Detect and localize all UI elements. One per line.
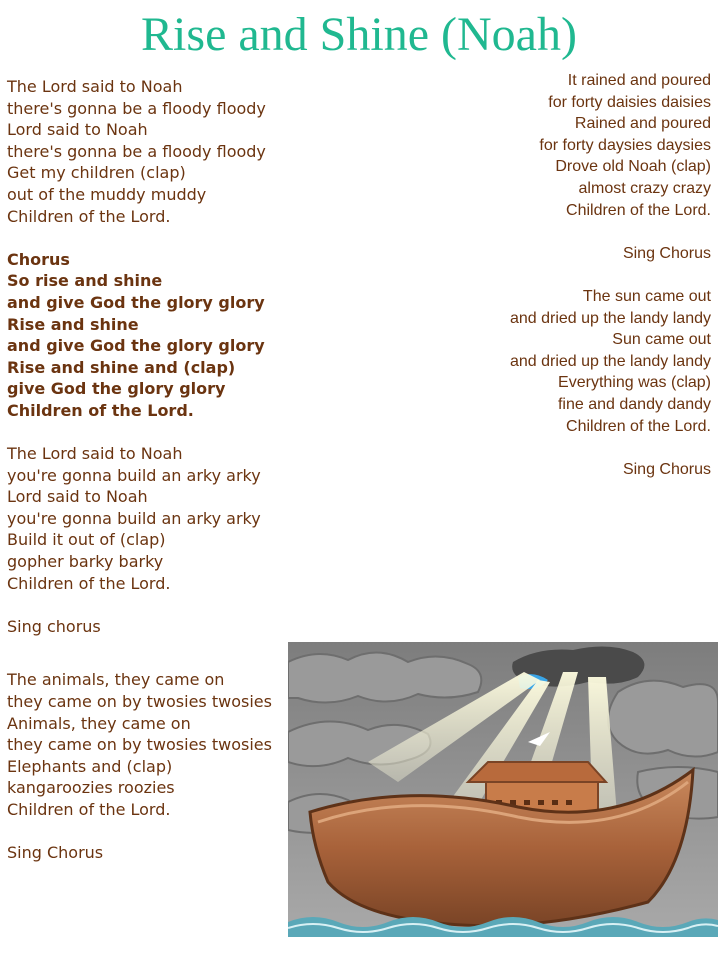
chorus-line: Rise and shine and (clap) bbox=[7, 357, 236, 377]
chorus-heading: Chorus bbox=[7, 249, 70, 269]
page-title: Rise and Shine (Noah) bbox=[141, 8, 577, 61]
chorus-line: Children of the Lord. bbox=[7, 400, 194, 420]
chorus-line: and give God the glory glory bbox=[7, 336, 265, 356]
sing-chorus-note bbox=[381, 243, 711, 265]
lyric-line: fine and dandy dandy bbox=[557, 395, 711, 413]
lyric-line: Everything was (clap) bbox=[558, 374, 711, 392]
verse-4 bbox=[381, 70, 711, 221]
lyric-line: and dried up the landy landy bbox=[509, 352, 711, 370]
sing-chorus-text: Sing Chorus bbox=[7, 843, 104, 863]
lyric-line: Sun came out bbox=[612, 331, 711, 349]
ark-clipart bbox=[288, 642, 718, 937]
lyric-line: almost crazy crazy bbox=[578, 179, 711, 197]
verse-2 bbox=[7, 443, 307, 594]
lyric-line: Children of the Lord. bbox=[566, 201, 711, 219]
lyric-line: Children of the Lord. bbox=[566, 417, 711, 435]
lyric-line: Drove old Noah (clap) bbox=[555, 158, 711, 176]
verse-3 bbox=[7, 669, 307, 820]
sing-chorus-note bbox=[381, 459, 711, 481]
lyric-line: It rained and poured bbox=[567, 72, 711, 89]
sing-chorus-note bbox=[7, 842, 307, 864]
lyric-line: they came on by twosies twosies bbox=[7, 692, 272, 712]
chorus-line: give God the glory glory bbox=[7, 379, 226, 399]
chorus-line: and give God the glory glory bbox=[7, 292, 265, 312]
lyric-line: The Lord said to Noah bbox=[7, 444, 183, 464]
left-lyrics-column bbox=[7, 76, 307, 885]
sing-chorus-text: Sing chorus bbox=[7, 616, 101, 636]
lyric-line: Children of the Lord. bbox=[7, 573, 171, 593]
lyric-line: for forty daysies daysies bbox=[539, 136, 711, 154]
lyric-line: and dried up the landy landy bbox=[509, 309, 711, 327]
lyric-line: for forty daisies daisies bbox=[548, 93, 711, 111]
sing-chorus-text: Sing Chorus bbox=[622, 460, 711, 478]
lyric-line: The Lord said to Noah bbox=[7, 77, 183, 96]
verse-1 bbox=[7, 76, 307, 227]
lyric-line: The sun came out bbox=[582, 287, 711, 305]
lyric-line: gopher barky barky bbox=[7, 552, 164, 572]
lyric-line: Lord said to Noah bbox=[7, 120, 148, 140]
noahs-ark-illustration bbox=[288, 642, 718, 937]
lyric-line: Rained and poured bbox=[574, 115, 711, 133]
lyric-line: you're gonna build an arky arky bbox=[7, 465, 261, 485]
lyric-line: Build it out of (clap) bbox=[7, 530, 166, 550]
chorus-line: So rise and shine bbox=[7, 271, 163, 291]
lyric-line: Animals, they came on bbox=[7, 713, 191, 733]
lyric-line: Get my children (clap) bbox=[7, 163, 186, 183]
lyric-line: Lord said to Noah bbox=[7, 487, 148, 507]
lyric-line: you're gonna build an arky arky bbox=[7, 508, 261, 528]
sing-chorus-text: Sing Chorus bbox=[622, 244, 711, 262]
sing-chorus-note bbox=[7, 616, 307, 638]
lyric-line: Elephants and (clap) bbox=[7, 756, 173, 776]
lyric-line: there's gonna be a floody floody bbox=[7, 141, 266, 161]
chorus bbox=[7, 249, 307, 422]
right-lyrics-column bbox=[381, 70, 711, 502]
lyric-line: The animals, they came on bbox=[7, 670, 225, 690]
lyric-line: kangaroozies roozies bbox=[7, 778, 175, 798]
lyric-line: there's gonna be a floody floody bbox=[7, 98, 266, 118]
chorus-line: Rise and shine bbox=[7, 314, 139, 334]
lyric-line: Children of the Lord. bbox=[7, 206, 171, 226]
lyric-line: Children of the Lord. bbox=[7, 800, 171, 819]
lyric-line: out of the muddy muddy bbox=[7, 184, 207, 204]
verse-5 bbox=[381, 286, 711, 437]
lyric-line: they came on by twosies twosies bbox=[7, 735, 272, 755]
